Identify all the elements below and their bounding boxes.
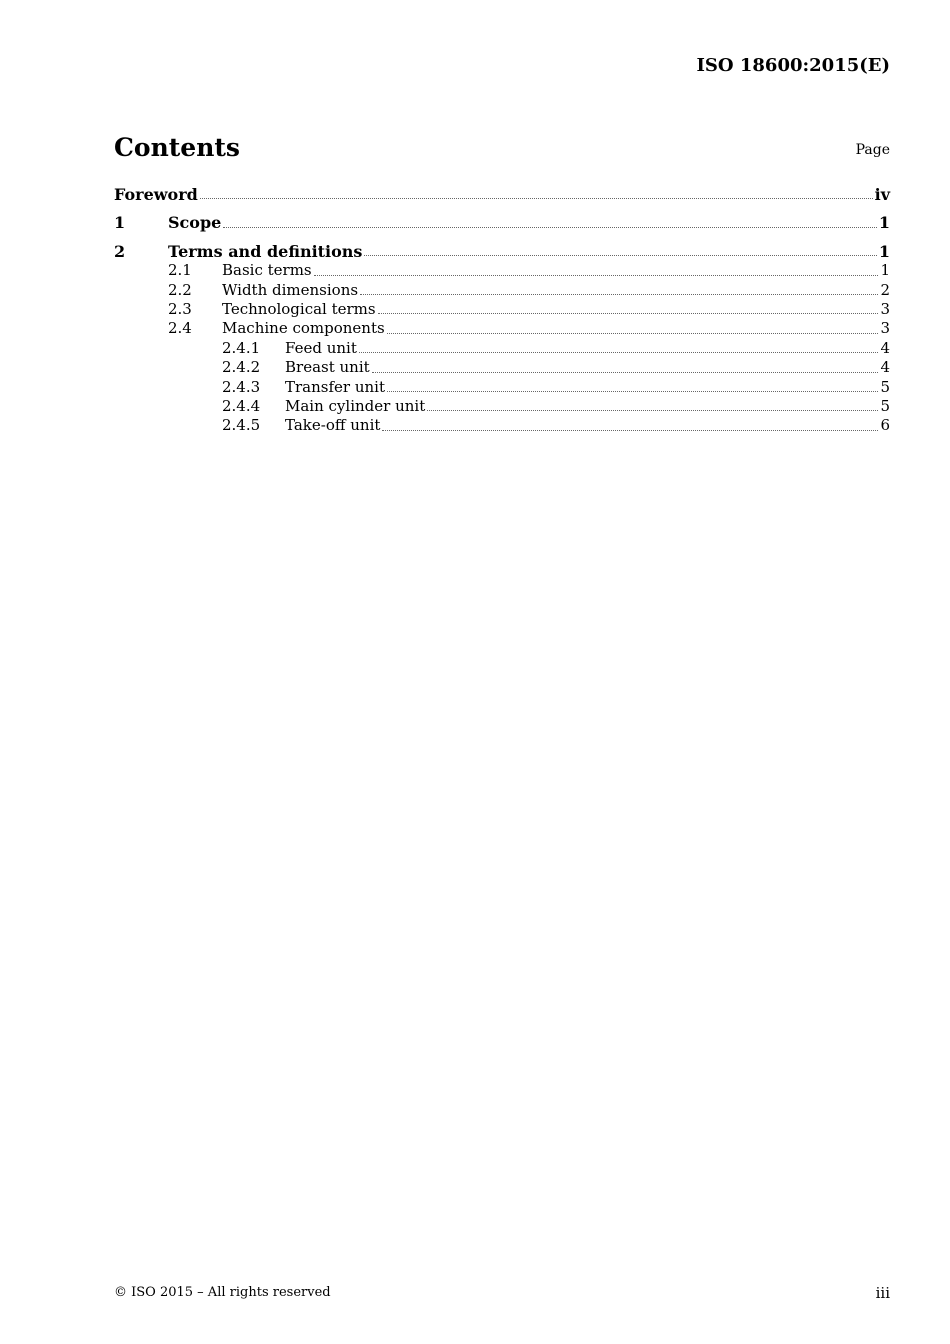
toc-entry-page: iv bbox=[874, 185, 890, 204]
toc-entry-page: 6 bbox=[880, 416, 890, 435]
toc-entry-page: 4 bbox=[880, 338, 890, 357]
toc-entry-number: 2.4.1 bbox=[222, 338, 261, 357]
toc-entry-number: 2.1 bbox=[168, 261, 192, 280]
toc-entry-width-dimensions[interactable] bbox=[114, 281, 890, 300]
toc-entry-take-off-unit[interactable] bbox=[114, 416, 890, 435]
toc-entry-title: Basic terms bbox=[222, 261, 312, 280]
toc-entry-page: 1 bbox=[878, 241, 890, 261]
toc-entry-basic-terms[interactable] bbox=[114, 261, 890, 280]
dot-leader bbox=[387, 390, 878, 392]
dot-leader bbox=[223, 226, 877, 228]
dot-leader bbox=[314, 274, 879, 276]
toc-entry-transfer-unit[interactable] bbox=[114, 378, 890, 397]
toc-entry-title: Main cylinder unit bbox=[285, 396, 426, 415]
toc-entry-main-cylinder-unit[interactable] bbox=[114, 397, 890, 416]
dot-leader bbox=[382, 429, 878, 431]
dot-leader bbox=[200, 197, 873, 199]
toc-entry-number: 2 bbox=[114, 241, 126, 261]
toc-entry-foreword[interactable] bbox=[114, 185, 890, 204]
toc-entry-page: 2 bbox=[880, 280, 890, 299]
dot-leader bbox=[427, 409, 878, 411]
toc-entry-number: 2.4.3 bbox=[222, 377, 261, 396]
toc-entry-scope[interactable] bbox=[114, 213, 890, 232]
dot-leader bbox=[364, 254, 876, 256]
document-id: ISO 18600:2015(E) bbox=[696, 55, 890, 76]
toc-entry-page: 5 bbox=[880, 377, 890, 396]
dot-leader bbox=[372, 371, 879, 373]
toc-entry-number: 2.2 bbox=[168, 280, 192, 299]
toc-entry-title: Take-off unit bbox=[285, 416, 381, 435]
toc-entry-machine-components[interactable] bbox=[114, 319, 890, 338]
toc-entry-page: 1 bbox=[880, 261, 890, 280]
table-of-contents bbox=[114, 185, 890, 436]
toc-entry-breast-unit[interactable] bbox=[114, 358, 890, 377]
toc-entry-title: Feed unit bbox=[285, 338, 357, 357]
toc-entry-title: Terms and definitions bbox=[168, 241, 363, 261]
toc-entry-feed-unit[interactable] bbox=[114, 339, 890, 358]
toc-entry-page: 1 bbox=[878, 213, 890, 233]
toc-entry-page: 3 bbox=[880, 319, 890, 338]
page-column-label: Page bbox=[855, 142, 890, 158]
toc-entry-number: 2.4.2 bbox=[222, 358, 261, 377]
toc-entry-number: 2.4 bbox=[168, 319, 192, 338]
toc-entry-page: 5 bbox=[880, 396, 890, 415]
toc-entry-title: Breast unit bbox=[285, 358, 370, 377]
toc-entry-number: 2.4.5 bbox=[222, 416, 261, 435]
toc-entry-terms-and-definitions[interactable] bbox=[114, 242, 890, 261]
page-number: iii bbox=[875, 1284, 890, 1302]
toc-entry-page: 4 bbox=[880, 358, 890, 377]
toc-entry-title: Transfer unit bbox=[285, 377, 385, 396]
toc-entry-title: Width dimensions bbox=[222, 280, 359, 299]
toc-entry-page: 3 bbox=[880, 299, 890, 318]
dot-leader bbox=[378, 312, 879, 314]
copyright-notice: © ISO 2015 – All rights reserved bbox=[114, 1285, 331, 1300]
toc-entry-number: 2.4.4 bbox=[222, 396, 261, 415]
dot-leader bbox=[359, 351, 879, 353]
toc-entry-title: Technological terms bbox=[222, 299, 376, 318]
toc-entry-number: 2.3 bbox=[168, 299, 192, 318]
toc-entry-title: Scope bbox=[168, 213, 222, 233]
toc-entry-technological-terms[interactable] bbox=[114, 300, 890, 319]
toc-entry-title: Foreword bbox=[114, 185, 198, 204]
toc-entry-number: 1 bbox=[114, 213, 126, 233]
dot-leader bbox=[360, 293, 878, 295]
dot-leader bbox=[387, 332, 879, 334]
contents-heading: Contents bbox=[114, 133, 241, 162]
toc-entry-title: Machine components bbox=[222, 319, 385, 338]
